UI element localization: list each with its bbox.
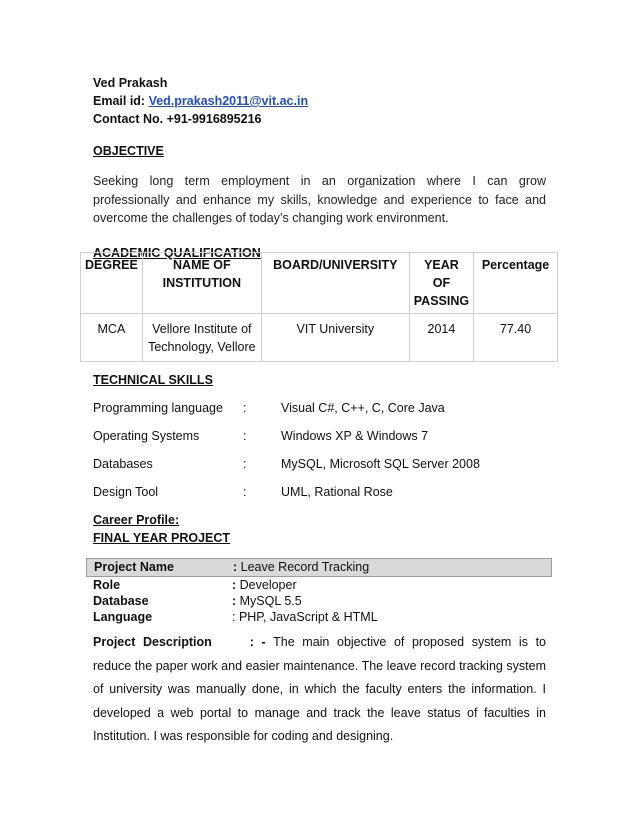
skills-title: TECHNICAL SKILLS — [93, 373, 213, 387]
table-cell: MCA — [81, 314, 143, 362]
project-field-text: MySQL 5.5 — [236, 594, 302, 608]
academic-title: ACADEMIC QUALIFICATION — [93, 245, 261, 260]
final-year-project-title: FINAL YEAR PROJECT — [93, 531, 231, 545]
project-field-colon: : — [233, 560, 238, 574]
academic-header-row — [81, 253, 558, 314]
project-field-label: Role — [93, 578, 121, 592]
resume-header — [93, 74, 546, 262]
skill-label: Programming language — [93, 401, 223, 415]
project-description-separator: : - — [249, 635, 266, 649]
project-description-label: Project Description — [93, 635, 212, 649]
project-field-value — [232, 593, 302, 609]
table-cell: VIT University — [261, 314, 409, 362]
column-header: DEGREE — [81, 253, 143, 314]
candidate-name: Ved Prakash — [93, 76, 168, 90]
project-field-value — [233, 559, 369, 576]
email-link[interactable]: Ved.prakash2011@vit.ac.in — [148, 94, 309, 108]
project-field-label: Project Name — [94, 560, 174, 574]
project-field-label: Database — [93, 594, 149, 608]
skill-value: Windows XP & Windows 7 — [281, 429, 429, 443]
project-description — [93, 631, 546, 749]
skill-row — [93, 455, 546, 473]
skill-row — [93, 427, 546, 445]
project-row — [86, 593, 552, 609]
project-field-text: Leave Record Tracking — [237, 560, 370, 574]
email-line — [93, 92, 546, 110]
project-row — [86, 577, 552, 593]
skill-row — [93, 483, 546, 501]
table-cell: 77.40 — [474, 314, 558, 362]
table-cell: Vellore Institute of Technology, Vellore — [142, 314, 261, 362]
project-table — [86, 558, 552, 625]
column-header: YEAR OF PASSING — [409, 253, 473, 314]
project-field-colon: : — [232, 578, 237, 592]
objective-title: OBJECTIVE — [93, 144, 164, 158]
project-field-label: Language — [93, 610, 153, 624]
skill-separator: : — [243, 429, 247, 443]
project-field-text: Developer — [236, 578, 297, 592]
contact-number: Contact No. +91-9916895216 — [93, 112, 262, 126]
project-description-text: The main objective of proposed system is to reduce the paper work and easier maintenance. The leave record tracking system of university was manually done, in which the faculty enters the information. I developed a web portal to manage and track the leave status of faculties in Institution. I was responsible for coding and designing. — [93, 635, 546, 743]
project-field-text: : PHP, JavaScript & HTML — [232, 610, 378, 624]
skill-label: Design Tool — [93, 485, 159, 499]
table-cell: 2014 — [409, 314, 473, 362]
project-field-value — [232, 577, 297, 593]
column-header: Percentage — [474, 253, 558, 314]
table-row — [81, 314, 558, 362]
skill-separator: : — [243, 485, 247, 499]
skill-label: Databases — [93, 457, 153, 471]
project-row — [86, 609, 552, 625]
skill-label: Operating Systems — [93, 429, 200, 443]
project-field-colon: : — [232, 594, 237, 608]
objective-text: Seeking long term employment in an organization where I can grow professionally and enhance my skills, knowledge and experience to face and overcome the challenges of today’s changing work environment. — [93, 174, 546, 225]
project-field-value — [232, 609, 378, 625]
skill-separator: : — [243, 401, 247, 415]
skill-separator: : — [243, 457, 247, 471]
career-profile-title: Career Profile: — [93, 513, 180, 527]
skill-value: UML, Rational Rose — [281, 485, 393, 499]
email-label: Email id: — [93, 94, 146, 108]
skill-row — [93, 399, 546, 417]
skill-value: Visual C#, C++, C, Core Java — [281, 401, 445, 415]
skill-value: MySQL, Microsoft SQL Server 2008 — [281, 457, 480, 471]
academic-table — [80, 252, 558, 362]
column-header: BOARD/UNIVERSITY — [261, 253, 409, 314]
project-row-highlighted — [86, 558, 552, 577]
column-header: NAME OF INSTITUTION — [142, 253, 261, 314]
